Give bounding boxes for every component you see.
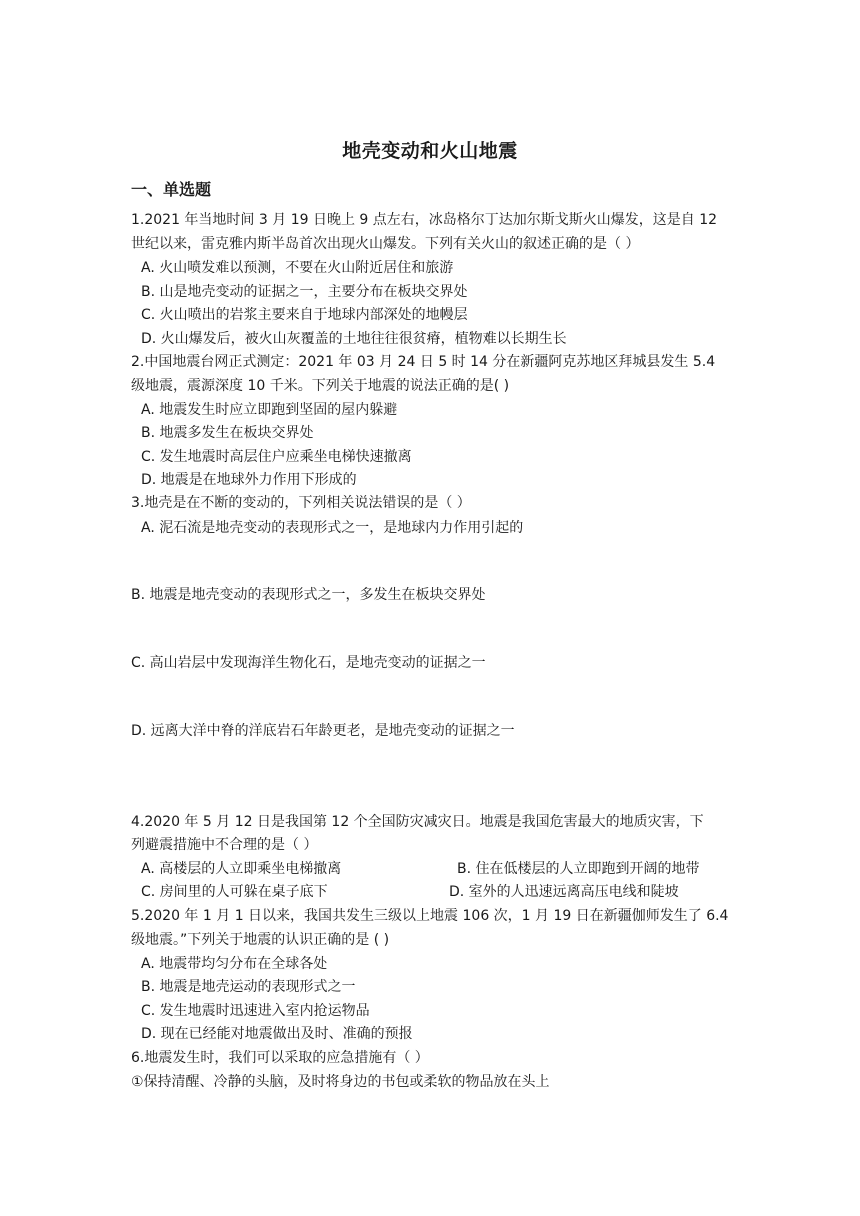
q2-option-c: C. 发生地震时高层住户应乘坐电梯快速撤离: [141, 449, 412, 465]
q1-option-c: C. 火山喷出的岩浆主要来自于地球内部深处的地幔层: [141, 307, 468, 323]
q1-option-d: D. 火山爆发后，被火山灰覆盖的土地往往很贫瘠，植物难以长期生长: [141, 331, 567, 347]
q5-stem-line1: 5.2020 年 1 月 1 日以来，我国共发生三级以上地震 106 次，1 月 19 日在新疆伽师发生了 6.4: [131, 908, 729, 924]
section-heading: 一、单选题: [131, 180, 212, 199]
q2-option-b: B. 地震多发生在板块交界处: [141, 425, 314, 441]
q2-stem-line2: 级地震，震源深度 10 千米。下列关于地震的说法正确的是( ): [131, 378, 510, 394]
q1-stem-line2: 世纪以来，雷克雅内斯半岛首次出现火山爆发。下列有关火山的叙述正确的是（ ）: [131, 236, 640, 252]
q3-option-b: B. 地震是地壳变动的表现形式之一，多发生在板块交界处: [131, 587, 486, 603]
q4-option-d: D. 室外的人迅速远离高压电线和陡坡: [449, 884, 679, 900]
q5-option-c: C. 发生地震时迅速进入室内抢运物品: [141, 1003, 370, 1019]
q1-stem-line1: 1.2021 年当地时间 3 月 19 日晚上 9 点左右，冰岛格尔丁达加尔斯戈斯火山爆发，这是自 12: [131, 212, 718, 228]
q2-option-d: D. 地震是在地球外力作用下形成的: [141, 472, 357, 488]
q1-option-b: B. 山是地壳变动的证据之一，主要分布在板块交界处: [141, 284, 468, 300]
q5-option-b: B. 地震是地壳运动的表现形式之一: [141, 979, 356, 995]
q5-option-d: D. 现在已经能对地震做出及时、准确的预报: [141, 1026, 413, 1042]
document-title: 地壳变动和火山地震: [342, 140, 518, 162]
q4-option-c: C. 房间里的人可躲在桌子底下: [141, 884, 328, 900]
q3-option-a: A. 泥石流是地壳变动的表现形式之一，是地球内力作用引起的: [141, 520, 524, 536]
q6-stem: 6.地震发生时，我们可以采取的应急措施有（ ）: [131, 1050, 429, 1066]
q4-stem-line2: 列避震措施中不合理的是（ ）: [131, 837, 318, 853]
q1-option-a: A. 火山喷发难以预测，不要在火山附近居住和旅游: [141, 260, 454, 276]
q4-option-a: A. 高楼层的人立即乘坐电梯撤离: [141, 861, 342, 877]
q6-item-1: ①保持清醒、冷静的头脑，及时将身边的书包或柔软的物品放在头上: [131, 1074, 550, 1090]
q2-option-a: A. 地震发生时应立即跑到坚固的屋内躲避: [141, 402, 398, 418]
q3-stem: 3.地壳是在不断的变动的，下列相关说法错误的是（ ）: [131, 495, 471, 511]
q5-stem-line2: 级地震。”下列关于地震的认识正确的是 ( ): [131, 932, 390, 948]
q5-option-a: A. 地震带均匀分布在全球各处: [141, 956, 328, 972]
q4-option-b: B. 住在低楼层的人立即跑到开阔的地带: [457, 861, 700, 877]
q4-stem-line1: 4.2020 年 5 月 12 日是我国第 12 个全国防灾减灾日。地震是我国危害最大的地质灾害，下: [131, 814, 704, 830]
q2-stem-line1: 2.中国地震台网正式测定：2021 年 03 月 24 日 5 时 14 分在新疆阿克苏地区拜城县发生 5.4: [131, 354, 716, 370]
q3-option-d: D. 远离大洋中脊的洋底岩石年龄更老，是地壳变动的证据之一: [131, 723, 515, 739]
q3-option-c: C. 高山岩层中发现海洋生物化石，是地壳变动的证据之一: [131, 655, 486, 671]
